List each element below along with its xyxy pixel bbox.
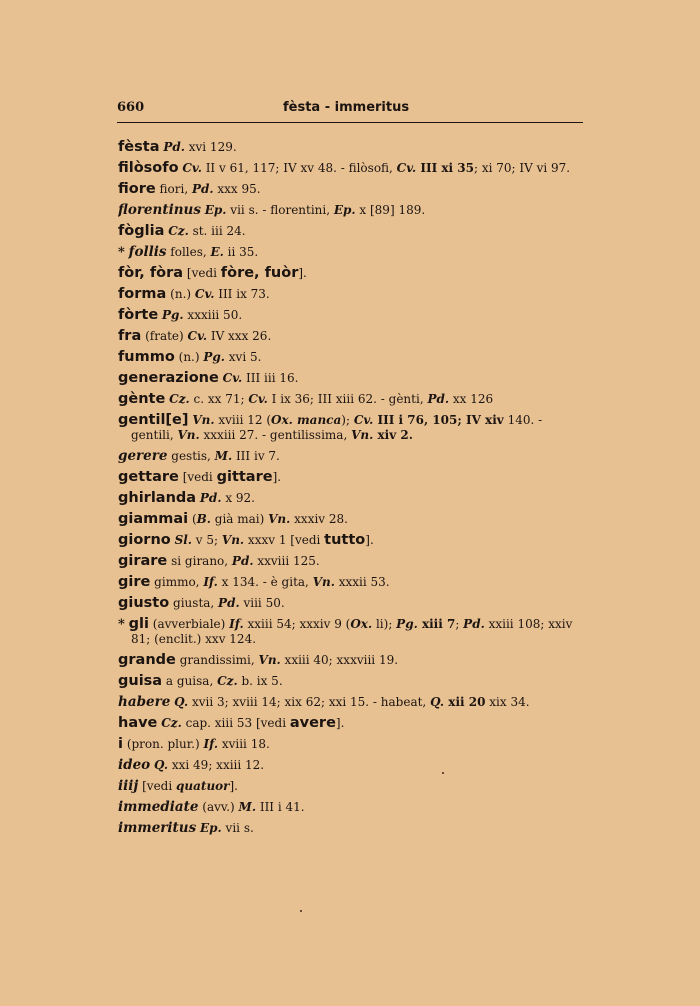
citation-text: (avverbiale)	[152, 617, 230, 631]
citation-text: v 5;	[191, 533, 222, 547]
entry-headword: fra	[118, 328, 142, 344]
citation-text: cap. xiii 53 [vedi	[181, 716, 290, 730]
entry-headword: fòglia	[118, 223, 165, 239]
work-abbreviation: Pd.	[218, 596, 240, 610]
entry-headword: gènte	[118, 391, 166, 407]
dictionary-entry	[118, 572, 588, 593]
citation-text: III xi 35	[416, 161, 474, 175]
dictionary-entry	[118, 755, 588, 776]
entry-headword: generazione	[118, 370, 219, 386]
work-abbreviation: Ep.	[200, 821, 222, 835]
paper-speck	[300, 910, 302, 912]
citation-text: vii s.	[221, 821, 254, 835]
cross-reference: tutto	[324, 532, 366, 548]
citation-text: III iv 7.	[232, 449, 280, 463]
dictionary-entry	[118, 137, 588, 158]
work-abbreviation: Cv.	[194, 287, 215, 301]
asterisk-marker: *	[118, 617, 125, 632]
citation-text: xvii 3; xviii 14; xix 62; xxi 15. - habeat,	[188, 695, 431, 709]
citation-text: I ix 36; III xiii 62. - gènti,	[267, 392, 428, 406]
citation-text: ; xi 70; IV vi 97.	[473, 161, 571, 175]
citation-text: xviii 18.	[218, 737, 270, 751]
citation-text: b. ix 5.	[237, 674, 283, 688]
citation-text: xxxv 1 [vedi	[244, 533, 325, 547]
citation-text: III iii 16.	[242, 371, 299, 385]
work-abbreviation: Pd.	[231, 554, 254, 568]
citation-text: ii 35.	[223, 245, 259, 259]
work-abbreviation: M.	[238, 800, 257, 814]
dictionary-entry	[118, 410, 588, 446]
work-abbreviation: B.	[196, 512, 211, 526]
citation-text: x 92.	[221, 491, 255, 505]
dictionary-entry	[118, 368, 588, 389]
dictionary-entry	[118, 326, 588, 347]
citation-text: ;	[455, 617, 464, 631]
entry-headword: i	[118, 736, 123, 752]
dictionary-entry	[118, 305, 588, 326]
work-abbreviation: Vn.	[221, 533, 245, 547]
citation-text: giusta,	[173, 596, 219, 610]
work-abbreviation: Cz.	[161, 716, 182, 730]
dictionary-entry	[118, 284, 588, 305]
entry-headword: ghirlanda	[118, 490, 197, 506]
citation-text: ].	[298, 266, 307, 280]
dictionary-entry	[118, 593, 588, 614]
work-abbreviation: Cv.	[248, 392, 268, 406]
work-abbreviation: Q.	[174, 695, 189, 709]
citation-text: xvi 5.	[224, 350, 262, 364]
citation-text: gestis,	[171, 449, 215, 463]
citation-text: (n.)	[178, 350, 204, 364]
citation-text: xxi 49; xxiii 12.	[168, 758, 265, 772]
work-abbreviation: If.	[203, 575, 218, 589]
dictionary-entry	[118, 221, 588, 242]
work-abbreviation: Pd.	[163, 140, 185, 154]
work-abbreviation: Vn.	[258, 653, 281, 667]
dictionary-entry	[118, 818, 588, 839]
dictionary-entry	[118, 692, 588, 713]
work-abbreviation: Cv.	[182, 161, 202, 175]
paper-speck	[442, 772, 444, 774]
work-abbreviation: Pd.	[427, 392, 450, 406]
dictionary-entry	[118, 776, 588, 797]
entry-headword: gire	[118, 574, 151, 590]
work-abbreviation: Pd.	[191, 182, 214, 196]
entry-headword: fòr, fòra	[118, 265, 184, 281]
citation-text: III i 41.	[256, 800, 305, 814]
citation-text: );	[341, 413, 354, 427]
work-abbreviation: Sl.	[174, 533, 192, 547]
entry-headword: iiij	[118, 778, 139, 794]
work-abbreviation: Pg.	[162, 308, 184, 322]
citation-text: folles,	[170, 245, 211, 259]
citation-text: vii s. - florentini,	[226, 203, 334, 217]
work-abbreviation: E.	[210, 245, 224, 259]
work-abbreviation: Vn.	[268, 512, 291, 526]
citation-text: (frate)	[145, 329, 188, 343]
citation-text: (	[191, 512, 197, 526]
entry-headword: forma	[118, 286, 167, 302]
entry-headword: gli	[128, 616, 149, 632]
work-abbreviation: M.	[214, 449, 233, 463]
citation-text: (pron. plur.)	[126, 737, 204, 751]
citation-text: 140. - gentili,	[131, 413, 543, 442]
page-number: 660	[117, 100, 145, 115]
citation-text: st. iii 24.	[188, 224, 246, 238]
work-abbreviation: Cv.	[353, 413, 374, 427]
work-abbreviation: Pd.	[199, 491, 222, 505]
work-abbreviation: Cz.	[169, 392, 190, 406]
dictionary-entry	[118, 242, 588, 263]
citation-text: [vedi	[182, 470, 217, 484]
dictionary-entry	[118, 671, 588, 692]
running-head: fèsta - immeritus	[283, 100, 410, 115]
dictionary-entry	[118, 488, 588, 509]
citation-text: gimmo,	[154, 575, 204, 589]
citation-text: x [89] 189.	[355, 203, 426, 217]
entry-headword: ideo	[118, 757, 151, 773]
citation-text: III ix 73.	[214, 287, 270, 301]
citation-text: fiori,	[159, 182, 192, 196]
work-abbreviation: Cv.	[222, 371, 243, 385]
entry-headword: giusto	[118, 595, 170, 611]
work-abbreviation: Cv.	[187, 329, 208, 343]
entry-headword: florentinus	[118, 202, 201, 218]
entry-headword: fummo	[118, 349, 175, 365]
dictionary-entry	[118, 530, 588, 551]
work-abbreviation: Q.	[430, 695, 445, 709]
work-abbreviation: If.	[203, 737, 219, 751]
work-abbreviation: Vn.	[312, 575, 335, 589]
dictionary-entry	[118, 263, 588, 284]
dictionary-entry	[118, 797, 588, 818]
entry-headword: grande	[118, 652, 176, 668]
citation-text: viii 50.	[239, 596, 285, 610]
citation-text: xix 34.	[485, 695, 530, 709]
work-abbreviation: Vn.	[192, 413, 215, 427]
work-abbreviation: Cz.	[168, 224, 189, 238]
entry-headword: immediate	[118, 799, 199, 815]
work-abbreviation: Cv.	[396, 161, 417, 175]
dictionary-entry	[118, 200, 588, 221]
entry-headword: fòrte	[118, 307, 159, 323]
work-abbreviation: Ox. manca	[271, 413, 342, 427]
cross-reference: gittare	[216, 469, 273, 485]
cross-reference: avere	[289, 715, 336, 731]
citation-text: ].	[335, 716, 345, 730]
citation-text: c. xx 71;	[189, 392, 249, 406]
citation-text: xiii 7	[417, 617, 456, 631]
citation-text: xxxii 53.	[334, 575, 390, 589]
citation-text: xviii 12 (	[214, 413, 272, 427]
citation-text: grandissimi,	[179, 653, 259, 667]
citation-text: ].	[229, 779, 238, 793]
citation-text: ].	[272, 470, 282, 484]
citation-text: xvi 129.	[184, 140, 237, 154]
citation-text: xxxiii 50.	[183, 308, 243, 322]
dictionary-entry	[118, 446, 588, 467]
entry-headword: fiore	[118, 181, 156, 197]
entry-headword: giorno	[118, 532, 171, 548]
dictionary-entry	[118, 713, 588, 734]
entry-headword: fèsta	[118, 139, 160, 155]
entry-headword: giammai	[118, 511, 189, 527]
dictionary-entry	[118, 347, 588, 368]
dictionary-entry	[118, 467, 588, 488]
dictionary-entry	[118, 158, 588, 179]
work-abbreviation: Ox.	[350, 617, 373, 631]
work-abbreviation: quatuor	[176, 779, 230, 793]
citation-text: si girano,	[171, 554, 232, 568]
dictionary-entry	[118, 509, 588, 530]
entry-headword: have	[118, 715, 158, 731]
asterisk-marker: *	[118, 245, 125, 260]
dictionary-entries	[118, 137, 588, 839]
work-abbreviation: Q.	[154, 758, 169, 772]
citation-text: xiv 2.	[373, 428, 413, 442]
citation-text: IV xxx 26.	[207, 329, 272, 343]
entry-headword: gettare	[118, 469, 179, 485]
citation-text: xx 126	[449, 392, 494, 406]
citation-text: (avv.)	[202, 800, 239, 814]
cross-reference: fòre, fuòr	[220, 265, 299, 281]
work-abbreviation: Vn.	[177, 428, 200, 442]
work-abbreviation: Cz.	[217, 674, 238, 688]
entry-headword: gentil[e]	[118, 412, 189, 428]
citation-text: [vedi	[186, 266, 221, 280]
work-abbreviation: Ep.	[333, 203, 356, 217]
header-rule	[117, 122, 583, 123]
work-abbreviation: If.	[229, 617, 244, 631]
dictionary-entry	[118, 650, 588, 671]
citation-text: xxx 95.	[213, 182, 261, 196]
work-abbreviation: Ep.	[204, 203, 227, 217]
citation-text: xxiii 40; xxxviii 19.	[280, 653, 399, 667]
citation-text: ].	[365, 533, 374, 547]
entry-headword: gerere	[118, 448, 168, 464]
work-abbreviation: Pd.	[463, 617, 485, 631]
dictionary-entry	[118, 389, 588, 410]
dictionary-entry	[118, 614, 588, 650]
citation-text: x 134. - è gita,	[217, 575, 313, 589]
citation-text: li);	[372, 617, 397, 631]
work-abbreviation: Vn.	[351, 428, 374, 442]
citation-text: III i 76, 105; IV xiv	[373, 413, 504, 427]
work-abbreviation: Pg.	[203, 350, 225, 364]
entry-headword: guisa	[118, 673, 163, 689]
entry-headword: immeritus	[118, 820, 197, 836]
entry-headword: habere	[118, 694, 171, 710]
entry-headword: follis	[128, 244, 167, 260]
work-abbreviation: Pg.	[396, 617, 418, 631]
citation-text: xxxiii 27. - gentilissima,	[199, 428, 352, 442]
citation-text: (n.)	[170, 287, 195, 301]
citation-text: xxxiv 28.	[290, 512, 348, 526]
citation-text: xxviii 125.	[253, 554, 320, 568]
citation-text: già mai)	[210, 512, 269, 526]
entry-headword: filòsofo	[118, 160, 179, 176]
citation-text: xii 20	[444, 695, 486, 709]
dictionary-entry	[118, 179, 588, 200]
citation-text: a guisa,	[165, 674, 218, 688]
entry-headword: girare	[118, 553, 168, 569]
citation-text: [vedi	[142, 779, 177, 793]
dictionary-entry	[118, 734, 588, 755]
dictionary-entry	[118, 551, 588, 572]
citation-text: xxiii 108; xxiv 81; (enclit.) xxv 124.	[131, 617, 573, 646]
citation-text: xxiii 54; xxxiv 9 (	[243, 617, 351, 631]
citation-text: II v 61, 117; IV xv 48. - filòsofi,	[201, 161, 397, 175]
